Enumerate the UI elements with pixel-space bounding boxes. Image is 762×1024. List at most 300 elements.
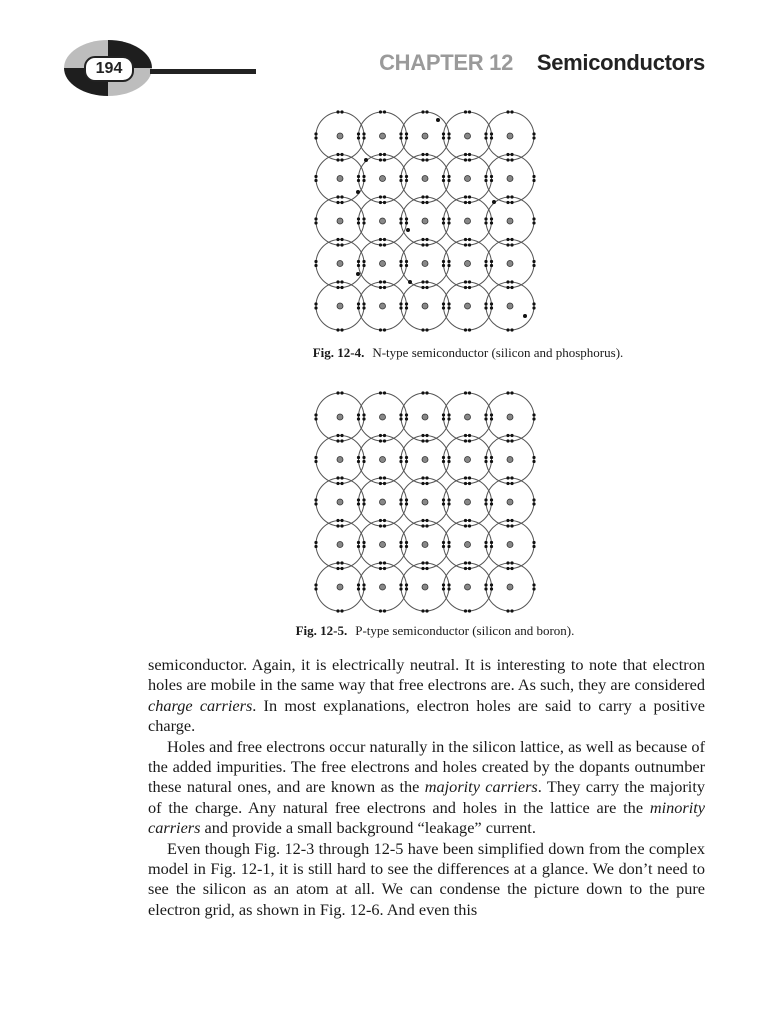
electron	[484, 460, 487, 463]
electron	[357, 175, 360, 178]
electron	[506, 439, 509, 442]
electron	[340, 567, 343, 570]
electron	[314, 306, 317, 309]
electron	[490, 264, 493, 267]
electron	[383, 519, 386, 522]
atom-nucleus	[507, 499, 513, 505]
electron	[399, 417, 402, 420]
electron	[442, 545, 445, 548]
electron	[510, 524, 513, 527]
electron	[532, 306, 535, 309]
electron	[510, 328, 513, 331]
electron	[405, 498, 408, 501]
electron	[405, 306, 408, 309]
electron	[510, 158, 513, 161]
electron	[447, 541, 450, 544]
electron	[464, 195, 467, 198]
electron	[383, 286, 386, 289]
electron	[383, 609, 386, 612]
electron	[421, 476, 424, 479]
electron	[336, 153, 339, 156]
electron	[383, 153, 386, 156]
atom-nucleus	[507, 457, 513, 463]
atom-nucleus	[337, 414, 343, 420]
electron	[468, 238, 471, 241]
electron	[336, 280, 339, 283]
electron	[484, 175, 487, 178]
electron	[340, 110, 343, 113]
electron	[425, 110, 428, 113]
electron	[468, 195, 471, 198]
electron	[405, 179, 408, 182]
italic-term: charge carriers	[148, 695, 253, 715]
electron	[379, 238, 382, 241]
paragraph	[148, 737, 705, 839]
electron	[510, 561, 513, 564]
electron	[468, 519, 471, 522]
atom-nucleus	[507, 133, 513, 139]
electron	[336, 567, 339, 570]
electron	[314, 260, 317, 263]
electron	[399, 498, 402, 501]
electron	[405, 302, 408, 305]
atom-nucleus	[465, 414, 471, 420]
electron	[442, 498, 445, 501]
electron	[532, 456, 535, 459]
electron	[314, 175, 317, 178]
electron	[484, 587, 487, 590]
atom-nucleus	[422, 261, 428, 267]
electron	[506, 476, 509, 479]
electron	[357, 179, 360, 182]
atom-nucleus	[465, 499, 471, 505]
electron	[379, 195, 382, 198]
electron	[532, 132, 535, 135]
electron	[340, 201, 343, 204]
electron	[421, 195, 424, 198]
electron	[340, 524, 343, 527]
electron	[383, 158, 386, 161]
electron	[421, 243, 424, 246]
atom-nucleus	[507, 584, 513, 590]
electron	[490, 498, 493, 501]
electron	[506, 561, 509, 564]
electron	[510, 519, 513, 522]
electron	[442, 587, 445, 590]
electron	[383, 439, 386, 442]
atom-nucleus	[507, 542, 513, 548]
electron	[379, 153, 382, 156]
electron	[442, 217, 445, 220]
electron	[421, 524, 424, 527]
atom-nucleus	[380, 499, 386, 505]
electron	[532, 498, 535, 501]
electron	[506, 609, 509, 612]
electron	[468, 609, 471, 612]
electron	[484, 264, 487, 267]
electron	[464, 153, 467, 156]
electron	[490, 541, 493, 544]
electron	[399, 456, 402, 459]
electron	[425, 561, 428, 564]
electron	[425, 434, 428, 437]
electron	[484, 502, 487, 505]
electron	[464, 434, 467, 437]
electron	[425, 201, 428, 204]
electron	[421, 286, 424, 289]
electron	[336, 195, 339, 198]
electron	[379, 286, 382, 289]
electron	[314, 460, 317, 463]
electron	[490, 217, 493, 220]
electron	[357, 306, 360, 309]
atom-nucleus	[337, 133, 343, 139]
electron	[383, 561, 386, 564]
free-electron	[523, 314, 527, 318]
electron	[510, 609, 513, 612]
figure-number: Fig. 12-5.	[295, 623, 348, 638]
page-number: 194	[84, 56, 134, 82]
electron	[399, 132, 402, 135]
electron	[357, 221, 360, 224]
electron	[379, 519, 382, 522]
electron	[447, 132, 450, 135]
electron	[362, 583, 365, 586]
electron	[447, 456, 450, 459]
electron	[506, 286, 509, 289]
electron	[357, 260, 360, 263]
electron	[510, 482, 513, 485]
free-electron	[492, 200, 496, 204]
electron	[379, 561, 382, 564]
electron	[362, 217, 365, 220]
electron	[506, 434, 509, 437]
electron	[447, 413, 450, 416]
electron	[532, 460, 535, 463]
electron	[464, 280, 467, 283]
atom-nucleus	[422, 176, 428, 182]
figure-caption-12-5	[54, 623, 762, 639]
electron	[314, 302, 317, 305]
paragraph	[148, 839, 705, 921]
electron	[442, 541, 445, 544]
electron	[425, 328, 428, 331]
electron	[532, 541, 535, 544]
electron	[336, 110, 339, 113]
electron	[340, 328, 343, 331]
electron	[314, 132, 317, 135]
electron	[405, 456, 408, 459]
electron	[340, 158, 343, 161]
electron	[405, 417, 408, 420]
electron	[447, 502, 450, 505]
header-rule	[150, 69, 256, 74]
electron	[336, 476, 339, 479]
electron	[510, 195, 513, 198]
electron	[442, 583, 445, 586]
figure-caption-text: N-type semiconductor (silicon and phosphorus).	[372, 345, 624, 360]
electron	[510, 243, 513, 246]
electron	[484, 583, 487, 586]
atom-nucleus	[380, 457, 386, 463]
electron	[379, 280, 382, 283]
electron	[484, 302, 487, 305]
electron	[421, 567, 424, 570]
electron	[442, 306, 445, 309]
electron	[447, 417, 450, 420]
electron	[484, 132, 487, 135]
text-run: . They carry the majority of the charge. Any natural free electrons and holes in the lattice are the	[148, 777, 705, 817]
page-header	[0, 0, 762, 110]
electron	[340, 434, 343, 437]
electron	[340, 561, 343, 564]
electron	[464, 243, 467, 246]
electron	[506, 482, 509, 485]
electron	[399, 217, 402, 220]
electron	[383, 567, 386, 570]
electron	[532, 413, 535, 416]
electron	[399, 306, 402, 309]
atom-nucleus	[465, 303, 471, 309]
electron	[425, 243, 428, 246]
electron	[357, 583, 360, 586]
electron	[357, 264, 360, 267]
text-run: semiconductor. Again, it is electrically neutral. It is interesting to note that electron holes are mobile in the same way that free electrons are. As such, they are considered	[148, 655, 705, 695]
electron	[506, 519, 509, 522]
electron	[532, 302, 535, 305]
electron	[314, 217, 317, 220]
electron	[405, 260, 408, 263]
electron	[379, 439, 382, 442]
electron	[399, 587, 402, 590]
electron	[442, 417, 445, 420]
electron	[506, 243, 509, 246]
electron	[383, 238, 386, 241]
electron	[490, 502, 493, 505]
electron	[336, 243, 339, 246]
electron	[510, 153, 513, 156]
atom-nucleus	[422, 584, 428, 590]
electron	[399, 502, 402, 505]
electron	[510, 391, 513, 394]
electron	[357, 498, 360, 501]
electron	[442, 413, 445, 416]
electron	[447, 460, 450, 463]
electron	[357, 136, 360, 139]
atom-nucleus	[380, 584, 386, 590]
electron	[425, 476, 428, 479]
electron	[447, 221, 450, 224]
electron	[532, 221, 535, 224]
electron	[405, 264, 408, 267]
electron	[484, 456, 487, 459]
chapter-title: Semiconductors	[536, 50, 705, 75]
electron	[362, 460, 365, 463]
electron	[510, 439, 513, 442]
electron	[336, 519, 339, 522]
electron	[425, 524, 428, 527]
electron	[362, 541, 365, 544]
atom-nucleus	[507, 261, 513, 267]
electron	[383, 391, 386, 394]
electron	[405, 136, 408, 139]
electron	[357, 460, 360, 463]
electron	[464, 561, 467, 564]
electron	[357, 456, 360, 459]
electron	[379, 609, 382, 612]
electron	[336, 158, 339, 161]
electron	[405, 460, 408, 463]
electron	[464, 238, 467, 241]
electron	[532, 587, 535, 590]
electron	[468, 286, 471, 289]
electron	[405, 413, 408, 416]
electron	[490, 413, 493, 416]
electron	[442, 502, 445, 505]
electron	[425, 286, 428, 289]
electron	[421, 158, 424, 161]
electron	[421, 110, 424, 113]
atom-nucleus	[422, 457, 428, 463]
electron	[340, 482, 343, 485]
atom-nucleus	[380, 133, 386, 139]
atom-nucleus	[465, 261, 471, 267]
electron	[383, 524, 386, 527]
electron	[383, 328, 386, 331]
atom-nucleus	[380, 414, 386, 420]
electron	[405, 541, 408, 544]
electron	[399, 260, 402, 263]
electron	[336, 201, 339, 204]
electron	[399, 541, 402, 544]
electron	[425, 482, 428, 485]
electron	[383, 201, 386, 204]
text-run: Even though Fig. 12-3 through 12-5 have been simplified down from the complex model in Fig. 12-1, it is still hard to see the differences at a glance. We don’t need to see the silicon as an atom at all. We can condense the picture down to the pure electron grid, as shown in Fig. 12-6. And even this	[148, 838, 705, 919]
electron	[532, 545, 535, 548]
electron	[421, 280, 424, 283]
electron	[447, 264, 450, 267]
electron	[314, 545, 317, 548]
figure-caption-text: P-type semiconductor (silicon and boron).	[355, 623, 575, 638]
electron	[314, 417, 317, 420]
electron	[362, 587, 365, 590]
free-electron	[406, 228, 410, 232]
text-run: . In most explanations, electron holes are said to carry a positive charge.	[148, 695, 705, 736]
electron	[399, 302, 402, 305]
electron	[399, 179, 402, 182]
electron	[379, 482, 382, 485]
italic-term: majority carriers	[424, 777, 538, 797]
electron	[506, 328, 509, 331]
electron	[506, 524, 509, 527]
figure-caption-12-4	[87, 345, 762, 361]
electron	[383, 243, 386, 246]
electron	[468, 524, 471, 527]
atom-nucleus	[465, 176, 471, 182]
free-electron	[436, 118, 440, 122]
electron	[468, 476, 471, 479]
electron	[405, 132, 408, 135]
electron	[484, 179, 487, 182]
electron	[484, 498, 487, 501]
electron	[506, 280, 509, 283]
atom-nucleus	[422, 499, 428, 505]
electron	[357, 545, 360, 548]
electron	[421, 238, 424, 241]
electron	[506, 391, 509, 394]
text-run: and provide a small background “leakage” current.	[200, 818, 536, 838]
electron	[468, 439, 471, 442]
electron	[464, 519, 467, 522]
electron	[490, 417, 493, 420]
p-type-lattice-figure	[300, 383, 550, 613]
electron	[490, 587, 493, 590]
atom-nucleus	[507, 218, 513, 224]
electron	[340, 153, 343, 156]
atom-nucleus	[337, 176, 343, 182]
electron	[362, 413, 365, 416]
electron	[464, 201, 467, 204]
electron	[357, 587, 360, 590]
atom-nucleus	[337, 218, 343, 224]
electron	[399, 545, 402, 548]
electron	[379, 110, 382, 113]
electron	[421, 153, 424, 156]
electron	[442, 179, 445, 182]
electron	[425, 158, 428, 161]
electron	[490, 260, 493, 263]
electron	[484, 545, 487, 548]
electron	[484, 221, 487, 224]
electron	[314, 221, 317, 224]
electron	[447, 302, 450, 305]
electron	[340, 238, 343, 241]
electron	[510, 476, 513, 479]
electron	[510, 238, 513, 241]
electron	[484, 417, 487, 420]
electron	[484, 306, 487, 309]
electron	[340, 280, 343, 283]
electron	[314, 541, 317, 544]
electron	[314, 498, 317, 501]
electron	[340, 609, 343, 612]
electron	[379, 391, 382, 394]
atom-nucleus	[507, 303, 513, 309]
electron	[314, 179, 317, 182]
electron	[336, 328, 339, 331]
electron	[447, 217, 450, 220]
atom-nucleus	[507, 176, 513, 182]
electron	[468, 482, 471, 485]
electron	[425, 153, 428, 156]
electron	[468, 201, 471, 204]
electron	[383, 434, 386, 437]
electron	[314, 502, 317, 505]
electron	[532, 136, 535, 139]
electron	[425, 439, 428, 442]
electron	[442, 456, 445, 459]
n-type-lattice-figure	[300, 102, 550, 332]
body-text	[148, 655, 705, 920]
electron	[425, 567, 428, 570]
electron	[490, 136, 493, 139]
electron	[383, 476, 386, 479]
electron	[399, 221, 402, 224]
electron	[532, 217, 535, 220]
electron	[442, 132, 445, 135]
electron	[490, 460, 493, 463]
electron	[447, 136, 450, 139]
